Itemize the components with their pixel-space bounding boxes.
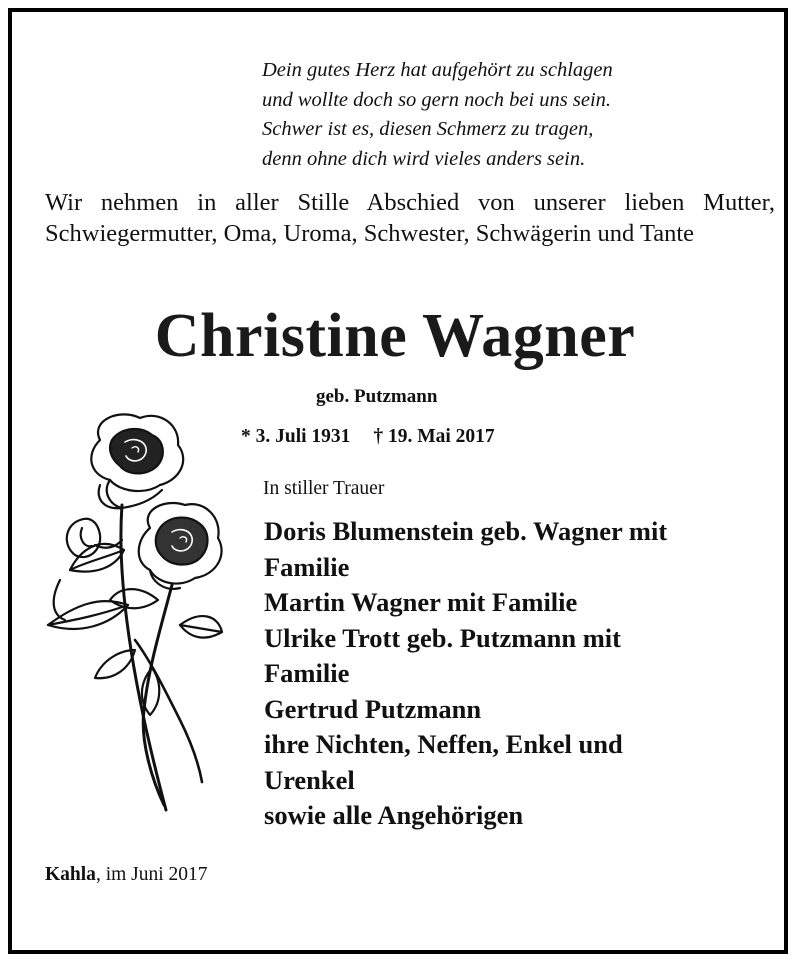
- poem-line: und wollte doch so gern noch bei uns sein.: [262, 88, 612, 111]
- mourner-line: Martin Wagner mit Familie: [264, 587, 578, 617]
- place-city: Kahla: [45, 864, 96, 885]
- mourner-line: ihre Nichten, Neffen, Enkel und: [264, 729, 623, 759]
- deceased-name: Christine Wagner: [154, 302, 636, 370]
- place-and-date: [45, 861, 208, 889]
- mourner-line: Familie: [264, 658, 350, 688]
- death-date: † 19. Mai 2017: [373, 426, 495, 447]
- birth-date: * 3. Juli 1931: [241, 426, 351, 447]
- mourner-line: sowie alle Angehörigen: [264, 800, 524, 830]
- mourning-phrase: In stiller Trauer: [263, 478, 385, 499]
- mourner-line: Urenkel: [264, 764, 355, 795]
- mourner-line: Doris Blumenstein geb. Wagner mit: [264, 516, 668, 546]
- mourner-line: Ulrike Trott geb. Putzmann mit: [264, 622, 621, 653]
- mourners-list: [264, 514, 784, 834]
- poem-line: Schwer ist es, diesen Schmerz zu tragen,: [262, 118, 594, 140]
- memorial-poem: [262, 56, 722, 174]
- life-dates: [241, 423, 495, 451]
- mourner-line: Familie: [264, 551, 350, 582]
- poem-line: Dein gutes Herz hat aufgehört zu schlagen: [262, 59, 613, 81]
- poem-line: denn ohne dich wird vieles anders sein.: [262, 147, 586, 170]
- place-date: , im Juni 2017: [95, 864, 208, 885]
- mourner-line: Gertrud Putzmann: [264, 693, 482, 724]
- roses-illustration: [40, 410, 230, 820]
- birth-name: geb. Putzmann: [316, 386, 438, 407]
- farewell-intro: Wir nehmen in aller Stille Abschied von unserer lieben Mutter, Schwiegermutter, Oma, Uroma, Schwester, Schwägerin und Tante: [45, 189, 775, 247]
